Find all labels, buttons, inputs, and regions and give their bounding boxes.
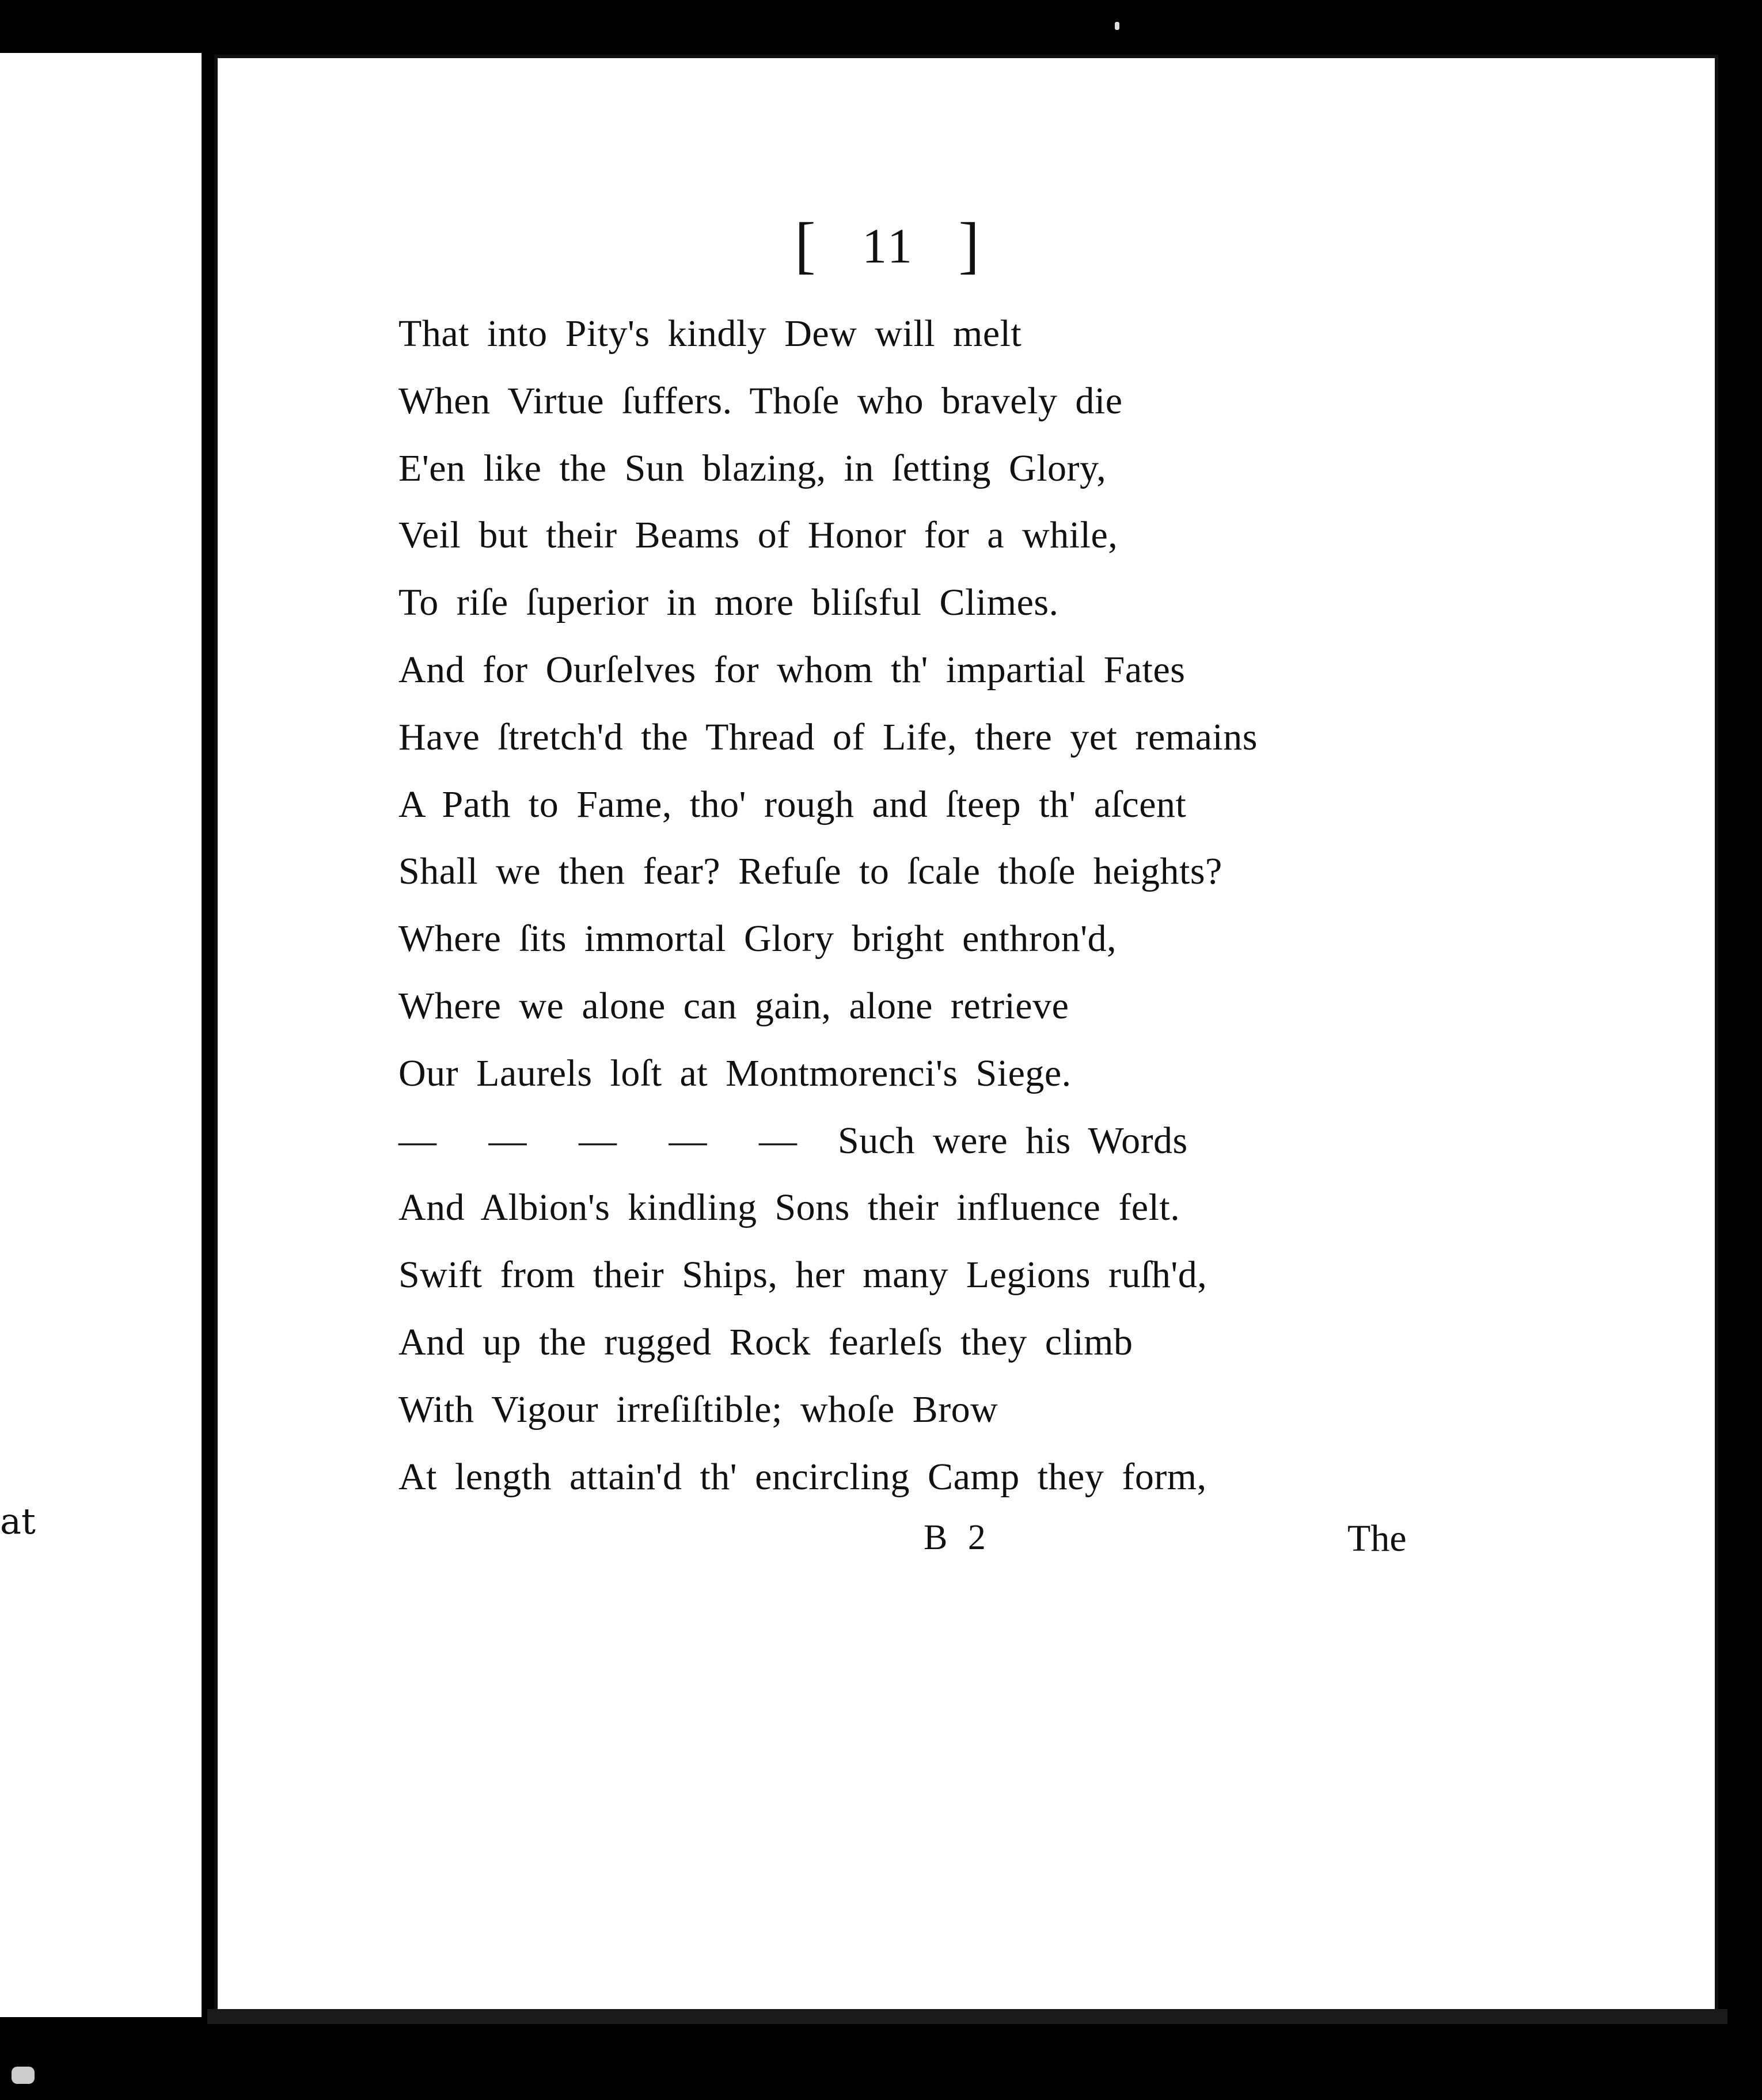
- left-page-fragment: at: [0, 1500, 36, 1542]
- scan-speck: [1115, 22, 1119, 30]
- poem-line: Our Laurels loſt at Montmorenci's Siege.: [398, 1052, 1072, 1094]
- catchword: The: [1347, 1517, 1407, 1559]
- poem-line: Veil but their Beams of Honor for a while,: [398, 514, 1118, 557]
- poem-line: To riſe ſuperior in more bliſsful Climes.: [398, 581, 1059, 624]
- page-bottom-edge: [207, 2009, 1727, 2024]
- poem-line: And Albion's kindling Sons their influence felt.: [398, 1186, 1180, 1229]
- poem-text: [398, 300, 1258, 1511]
- page-number-value: 11: [862, 218, 914, 273]
- poem-line: Where ſits immortal Glory bright enthron'd,: [398, 918, 1117, 960]
- poem-line: And up the rugged Rock fearleſs they climb: [398, 1321, 1133, 1363]
- poem-line: Where we alone can gain, alone retrieve: [398, 984, 1069, 1027]
- signature-mark: B 2: [924, 1518, 992, 1557]
- poem-line: That into Pity's kindly Dew will melt: [398, 313, 1022, 355]
- poem-line: Swift from their Ships, her many Legions ruſh'd,: [398, 1254, 1207, 1296]
- poem-line: E'en like the Sun blazing, in ſetting Glory,: [398, 447, 1107, 489]
- poem-line: Have ſtretch'd the Thread of Life, there yet remains: [398, 716, 1258, 758]
- poem-line: And for Ourſelves for whom th' impartial Fates: [398, 648, 1186, 691]
- dash-line-text: Such were his Words: [838, 1119, 1188, 1162]
- poem-line: With Vigour irreſiſtible; whoſe Brow: [398, 1388, 998, 1431]
- poem-line: Shall we then fear? Refuſe to ſcale thoſe heights?: [398, 850, 1222, 893]
- poem-line: At length attain'd th' encircling Camp they form,: [398, 1455, 1207, 1498]
- gutter-shadow: [202, 53, 214, 2017]
- page-number-bracket-open: [: [795, 210, 818, 280]
- poem-line: A Path to Fame, tho' rough and ſteep th' aſcent: [398, 783, 1187, 825]
- left-page: [0, 53, 202, 2017]
- poem-dash-line: [398, 1108, 1258, 1175]
- dash-rule: — — — — —: [398, 1119, 814, 1162]
- poem-line: When Virtue ſuffers. Thoſe who bravely die: [398, 379, 1123, 422]
- scan-corner-mark: [12, 2067, 35, 2084]
- page-number: [795, 210, 982, 280]
- page-number-bracket-close: ]: [958, 210, 982, 280]
